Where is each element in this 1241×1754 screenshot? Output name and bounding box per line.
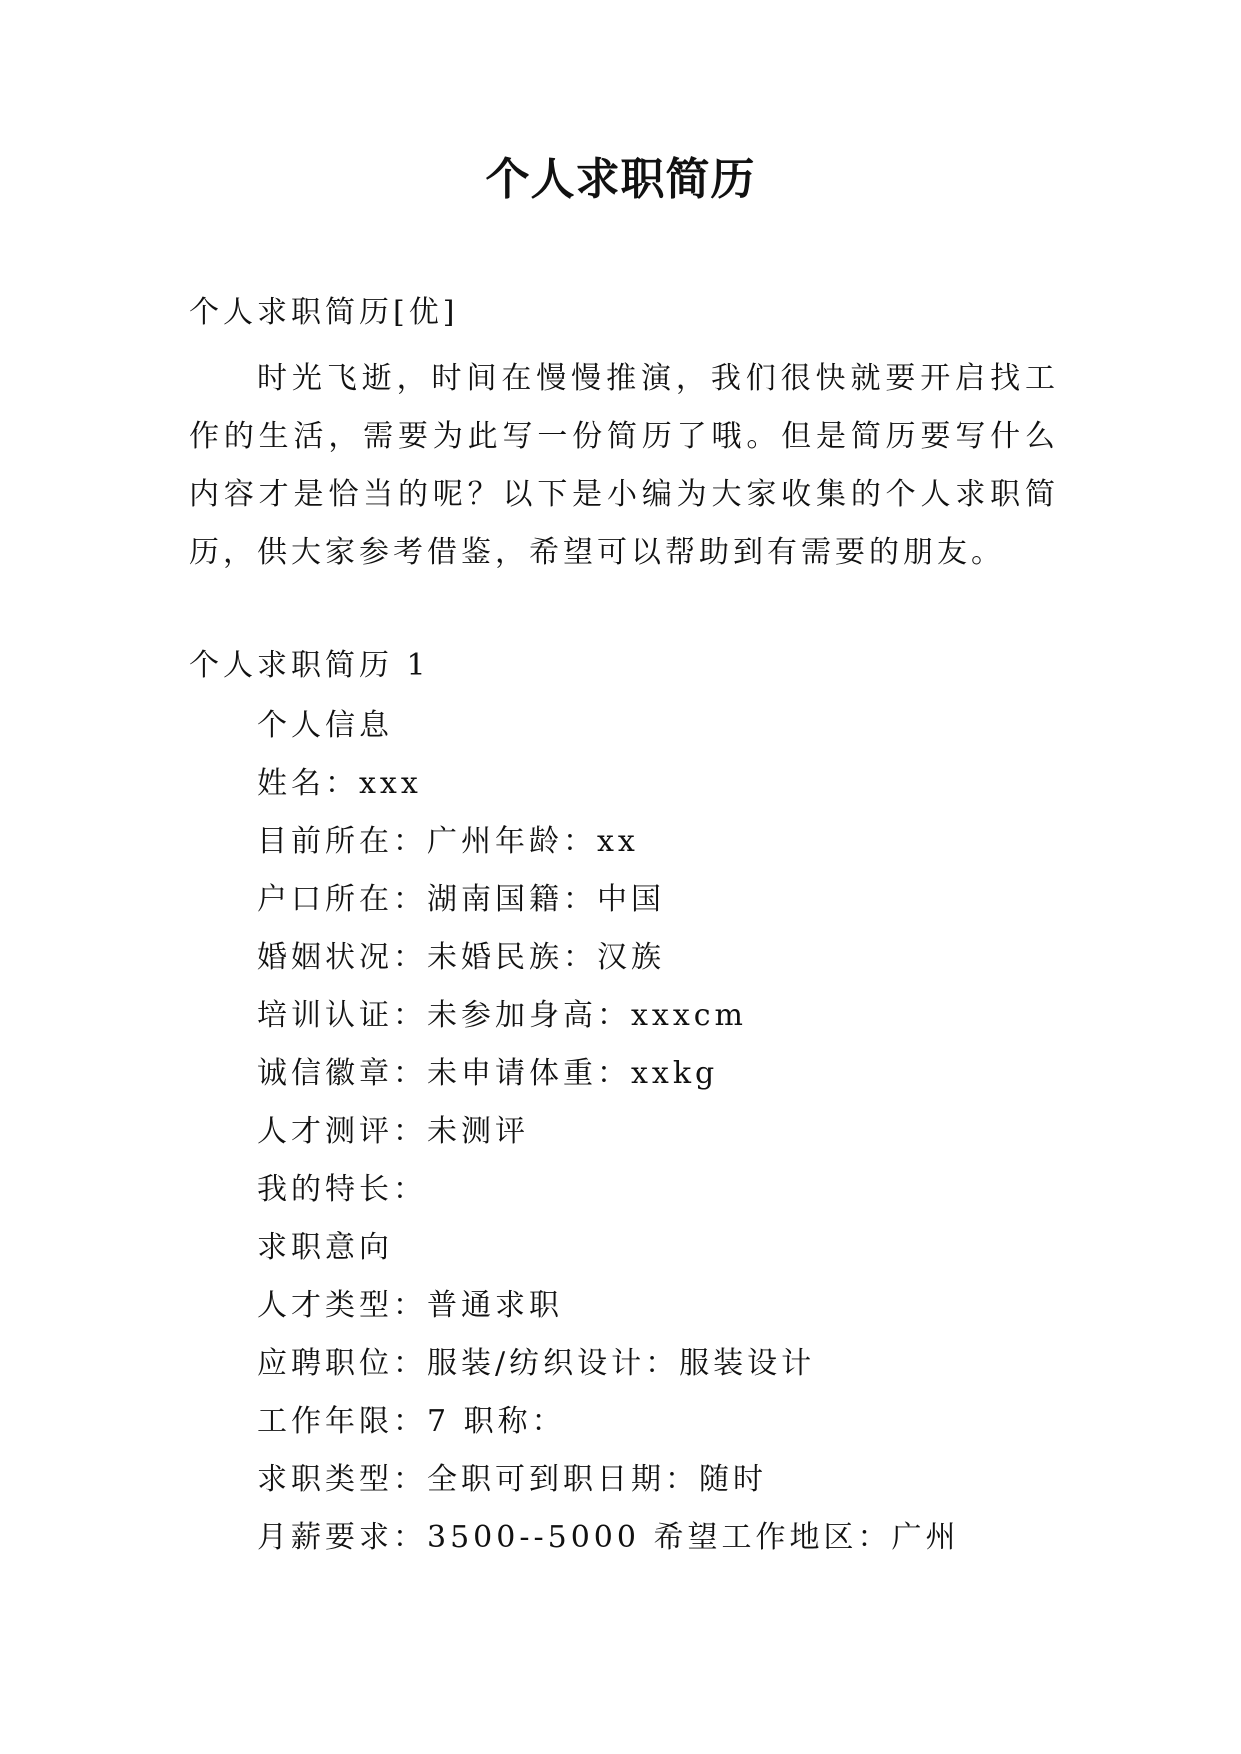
document-subtitle: 个人求职简历[优] (189, 295, 459, 330)
intro-paragraph: 时光飞逝，时间在慢慢推演，我们很快就要开启找工作的生活，需要为此写一份简历了哦。但是简历要写什么内容才是恰当的呢？以下是小编为大家收集的个人求职简历，供大家参考借鉴，希望可以帮助到有需要的朋友。 (189, 361, 1059, 570)
info-line-personal-info-heading: 个人信息 (257, 708, 393, 743)
section-heading: 个人求职简历 1 (189, 648, 430, 683)
info-line-job-type-start: 求职类型：全职可到职日期：随时 (257, 1462, 767, 1497)
document-title: 个人求职简历 (485, 154, 756, 205)
info-line-hukou-nationality: 户口所在：湖南国籍：中国 (257, 882, 665, 917)
info-line-name: 姓名：xxx (257, 766, 422, 801)
info-line-location-age: 目前所在：广州年龄：xx (257, 824, 639, 859)
info-line-job-intention-heading: 求职意向 (257, 1230, 393, 1265)
info-line-salary-location: 月薪要求：3500--5000 希望工作地区：广州 (257, 1520, 960, 1555)
info-line-training-height: 培训认证：未参加身高：xxxcm (257, 998, 748, 1033)
resume-info-list (257, 697, 960, 1567)
info-line-marital-ethnicity: 婚姻状况：未婚民族：汉族 (257, 940, 665, 975)
info-line-specialty: 我的特长： (257, 1172, 427, 1207)
info-line-badge-weight: 诚信徽章：未申请体重：xxkg (257, 1056, 719, 1091)
info-line-talent-type: 人才类型：普通求职 (257, 1288, 563, 1323)
info-line-position: 应聘职位：服装/纺织设计：服装设计 (257, 1346, 816, 1381)
info-line-assessment: 人才测评：未测评 (257, 1114, 529, 1149)
info-line-experience-title: 工作年限：7 职称： (257, 1404, 566, 1439)
